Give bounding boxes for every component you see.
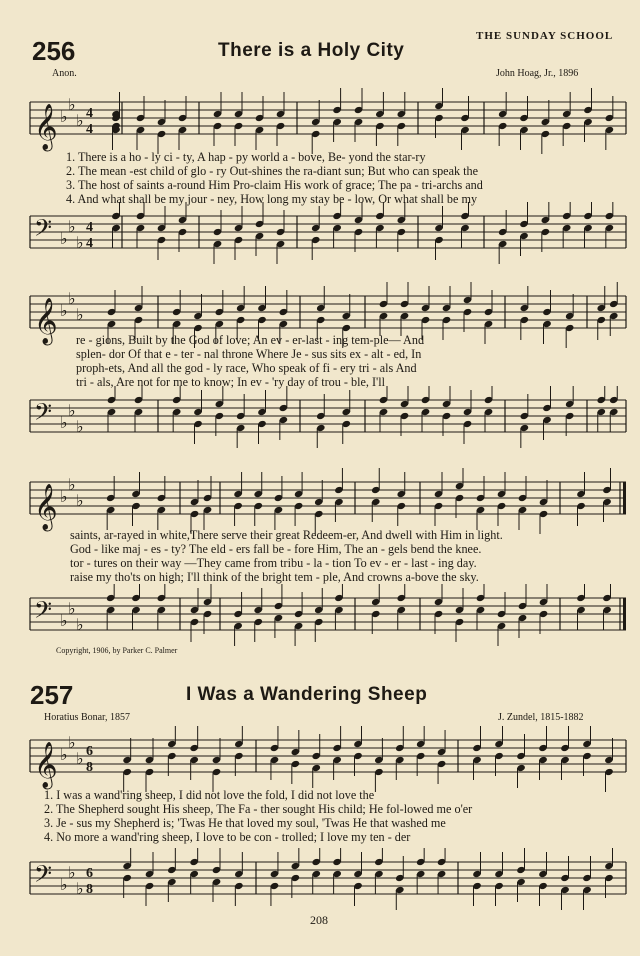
flat-sign-icon: ♭	[76, 305, 84, 324]
lyric-line-verse-1: 1. There is a ho - ly ci - ty, A hap - py world a - bove, Be- yond the star-ry	[66, 150, 426, 164]
lyric-line-verse-2: splen- dor Of that e - ter - nal throne Where Je - sus sits ex - alt - ed, In	[76, 347, 422, 361]
bass-clef-icon: 𝄢	[34, 596, 53, 629]
lyric-line-verse-2: 2. The Shepherd sought His sheep, The Fa - ther sought His child; He fol-lowed me o'er	[44, 802, 473, 816]
lyric-line-verse-4: tri - als, Are not for me to know; In ev - 'ry day of trou - ble, I'll	[76, 375, 386, 389]
time-signature-bottom: 4	[86, 236, 93, 251]
time-signature-bottom: 8	[86, 882, 93, 897]
hymn-number-256: 256	[32, 36, 76, 66]
time-signature-bottom: 8	[86, 760, 93, 775]
lyric-line-verse-3: proph-ets, And all the god - ly race, Who speak of fi - ery tri - als And	[76, 361, 417, 375]
time-signature-bottom: 4	[86, 122, 93, 137]
flat-sign-icon: ♭	[60, 611, 68, 630]
lyric-line-verse-4: raise my tho'ts on high; I'll think of the bright tem - ple, And crowns a-bove the sky.	[70, 570, 479, 584]
flat-sign-icon: ♭	[76, 749, 84, 768]
hymn-title-256: There is a Holy City	[218, 40, 405, 61]
treble-clef-icon: 𝄞	[34, 484, 58, 530]
flat-sign-icon: ♭	[60, 229, 68, 248]
flat-sign-icon: ♭	[60, 301, 68, 320]
hymn-number-257: 257	[30, 680, 74, 710]
treble-staff	[0, 468, 640, 534]
copyright-notice: Copyright, 1906, by Parker C. Palmer	[56, 646, 178, 655]
music-credit-256: John Hoag, Jr., 1896	[496, 68, 579, 79]
bass-clef-icon: 𝄢	[34, 214, 53, 247]
bass-staff	[0, 584, 640, 646]
words-credit-257: Horatius Bonar, 1857	[44, 712, 130, 723]
lyric-line-verse-3: 3. The host of saints a-round Him Pro-claim His work of grace; The pa - tri-archs and	[66, 178, 483, 192]
lyric-line-verse-4: 4. And what shall be my jour - ney, How long my stay be - low, Or what shall be my	[66, 192, 478, 206]
time-signature-top: 4	[86, 220, 93, 235]
bass-staff	[0, 386, 640, 448]
lyric-line-verse-1: re - gions, Built by the God of love; An ev - er-last - ing tem-ple— And	[76, 333, 425, 347]
lyric-line-verse-2: God - like maj - es - ty? The eld - ers fall be - fore Him, The an - gels bend the knee.	[70, 542, 482, 556]
flat-sign-icon: ♭	[60, 107, 68, 126]
flat-sign-icon: ♭	[76, 233, 84, 252]
treble-clef-icon: 𝄞	[34, 104, 58, 150]
lyric-line-verse-1: 1. I was a wand'ring sheep, I did not love the fold, I did not love the	[44, 788, 375, 802]
final-barline-thick	[623, 598, 626, 630]
time-signature-top: 6	[86, 866, 93, 881]
flat-sign-icon: ♭	[76, 491, 84, 510]
music-credit-257: J. Zundel, 1815-1882	[498, 712, 584, 723]
flat-sign-icon: ♭	[76, 111, 84, 130]
lyric-line-verse-3: tor - tures on their way —They came from tribu - la - tion To ev - er - last - ing day.	[70, 556, 477, 570]
lyric-line-verse-4: 4. No more a wand'ring sheep, I love to be con - trolled; I love my ten - der	[44, 830, 411, 844]
flat-sign-icon: ♭	[76, 879, 84, 898]
lyric-line-verse-3: 3. Je - sus my Shepherd is; 'Twas He that loved my soul, 'Twas He that washed me	[44, 816, 446, 830]
final-barline-thick	[623, 482, 626, 514]
hymn-title-257: I Was a Wandering Sheep	[186, 684, 428, 705]
bass-clef-icon: 𝄢	[34, 398, 53, 431]
treble-clef-icon: 𝄞	[34, 298, 58, 344]
flat-sign-icon: ♭	[68, 217, 76, 236]
flat-sign-icon: ♭	[68, 401, 76, 420]
lyric-line-verse-2: 2. The mean -est child of glo - ry Out-shines the ra-diant sun; But who can speak the	[66, 164, 479, 178]
words-credit-256: Anon.	[52, 68, 77, 79]
bass-staff	[0, 848, 640, 910]
flat-sign-icon: ♭	[60, 487, 68, 506]
lyric-line-verse-1: saints, ar-rayed in white,There serve their great Redeem-er, And dwell with Him in light.	[70, 528, 503, 542]
flat-sign-icon: ♭	[68, 475, 76, 494]
flat-sign-icon: ♭	[60, 875, 68, 894]
time-signature-top: 4	[86, 106, 93, 121]
flat-sign-icon: ♭	[68, 599, 76, 618]
flat-sign-icon: ♭	[60, 413, 68, 432]
page-number: 208	[310, 913, 328, 927]
flat-sign-icon: ♭	[60, 745, 68, 764]
flat-sign-icon: ♭	[68, 863, 76, 882]
time-signature-top: 6	[86, 744, 93, 759]
flat-sign-icon: ♭	[68, 95, 76, 114]
bass-clef-icon: 𝄢	[34, 860, 53, 893]
treble-staff	[0, 88, 640, 156]
treble-clef-icon: 𝄞	[34, 742, 58, 788]
book-section-header: THE SUNDAY SCHOOL	[476, 30, 614, 42]
flat-sign-icon: ♭	[76, 615, 84, 634]
bass-staff	[0, 202, 640, 264]
flat-sign-icon: ♭	[76, 417, 84, 436]
flat-sign-icon: ♭	[68, 733, 76, 752]
flat-sign-icon: ♭	[68, 289, 76, 308]
treble-staff	[0, 726, 640, 792]
